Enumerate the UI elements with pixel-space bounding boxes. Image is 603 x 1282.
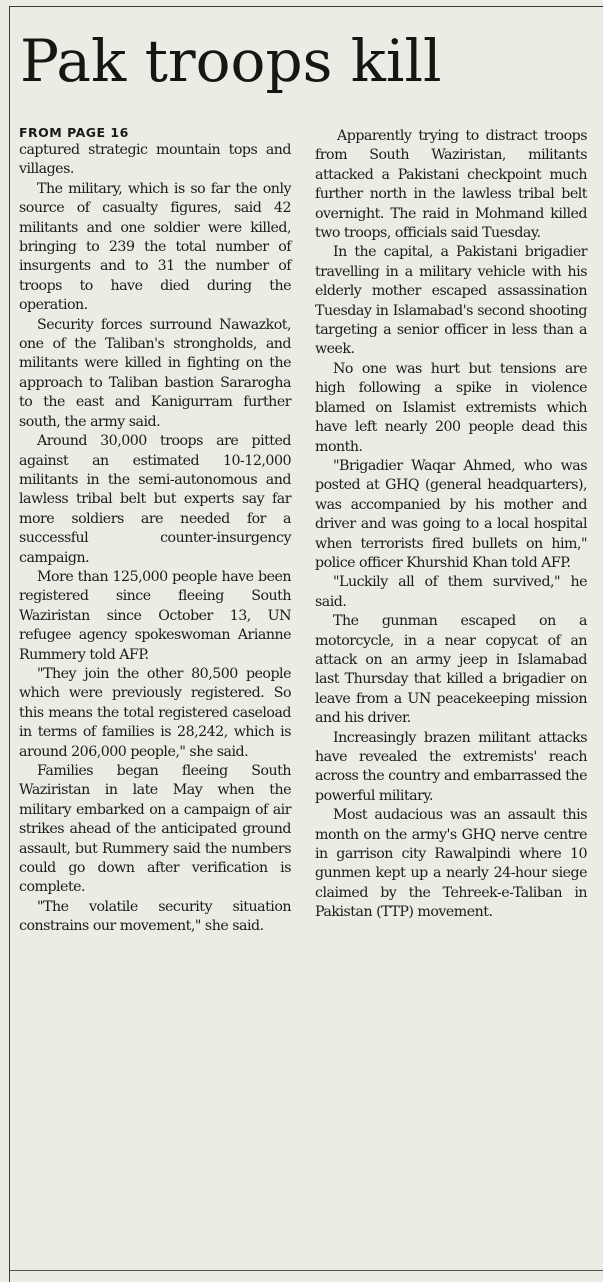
paragraph: Increasingly brazen militant attacks have revealed the extremists' reach across the country and embarrassed the powerful military. xyxy=(315,729,587,804)
paragraph: In the capital, a Pakistani brigadier travelling in a military vehicle with his elderly mother escaped assassination Tuesday in Islamabad's second shooting targeting a senior officer in less than a week. xyxy=(315,244,587,358)
paragraph: Security forces surround Nawazkot, one of the Taliban's strongholds, and militants were killed in fighting on the approach to Taliban bastion Sararogha to the east and Kanigurram further south, the army said. xyxy=(19,316,291,430)
continuation-kicker: FROM PAGE 16 xyxy=(19,125,129,140)
paragraph: Families began fleeing South Waziristan in late May when the military embarked on a campaign of air strikes ahead of the anticipated ground assault, but Rummery said the numbers could go down after verification is complete. xyxy=(19,763,291,896)
paragraph: Apparently trying to distract troops from South Waziristan, militants attacked a Pakistani checkpoint much further north in the lawless tribal belt overnight. The raid in Mohmand killed two troops, officials said Tuesday. xyxy=(315,128,587,242)
article-column-right xyxy=(315,127,587,923)
paragraph: "Brigadier Waqar Ahmed, who was posted at GHQ (general headquarters), was accompanied by his mother and driver and was going to a local hospital when terrorists fired bullets on him," police officer Khurshid Khan told AFP. xyxy=(315,457,587,571)
left-rule xyxy=(9,6,10,1282)
top-rule xyxy=(10,6,603,7)
paragraph: "They join the other 80,500 people which were previously registered. So this means the total registered caseload in terms of families is 28,242, which is around 206,000 people," she said. xyxy=(19,665,291,760)
paragraph: captured strategic mountain tops and villages. xyxy=(19,142,291,178)
paragraph: The gunman escaped on a motorcycle, in a near copycat of an attack on an army jeep in Islamabad last Thursday that killed a brigadier on leave from a UN peacekeeping mission and his driver. xyxy=(315,613,587,727)
paragraph: "The volatile security situation constrains our movement," she said. xyxy=(19,898,291,935)
paragraph: No one was hurt but tensions are high following a spike in violence blamed on Islamist extremists which have left nearly 200 people dead this month. xyxy=(315,360,587,455)
bottom-rule xyxy=(10,1270,603,1271)
headline: Pak troops kill xyxy=(20,27,442,95)
paragraph: More than 125,000 people have been registered since fleeing South Waziristan since October 13, UN refugee agency spokeswoman Arianne Rummery told AFP. xyxy=(19,568,291,663)
paragraph: Most audacious was an assault this month on the army's GHQ nerve centre in garrison city Rawalpindi where 10 gunmen kept up a nearly 24-hour siege claimed by the Tehreek-e-Taliban in Pakistan (TTP) movement. xyxy=(315,807,587,921)
paragraph: "Luckily all of them survived," he said. xyxy=(315,574,587,610)
paragraph: Around 30,000 troops are pitted against an estimated 10-12,000 militants in the semi-autonomous and lawless tribal belt but experts say far more soldiers are needed for a successful counter-insurgency campaign. xyxy=(19,433,291,566)
paragraph: The military, which is so far the only source of casualty figures, said 42 militants and one soldier were killed, bringing to 239 the total number of insurgents and to 31 the number of troops to have died during the operation. xyxy=(19,180,291,314)
article-column-left xyxy=(19,124,291,937)
